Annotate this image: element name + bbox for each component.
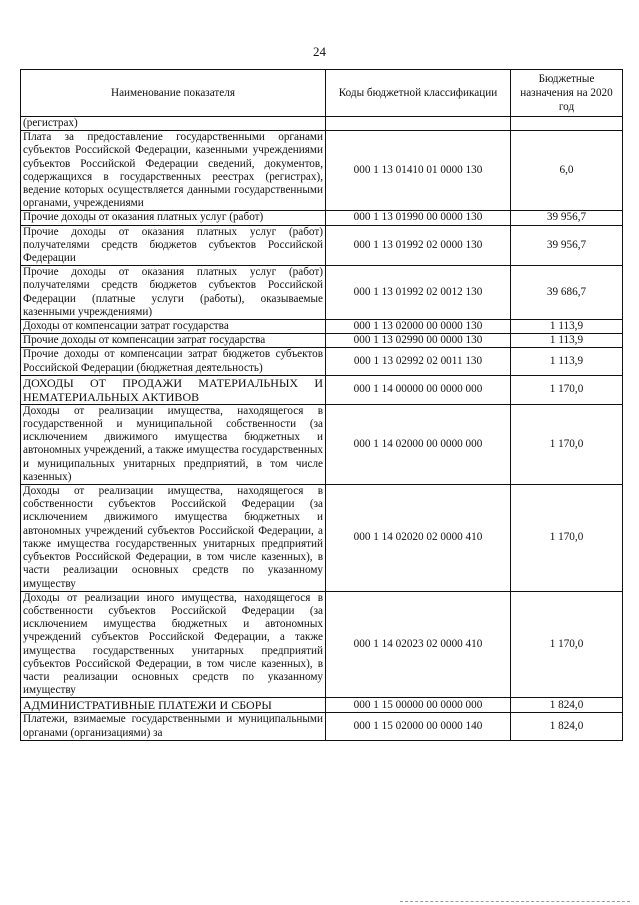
- row-amount: 1 170,0: [511, 591, 623, 698]
- row-code: 000 1 13 01992 02 0012 130: [326, 266, 511, 320]
- row-amount: 1 170,0: [511, 485, 623, 592]
- row-code: 000 1 14 02020 02 0000 410: [326, 485, 511, 592]
- row-amount: 39 686,7: [511, 266, 623, 320]
- row-amount: 1 170,0: [511, 375, 623, 404]
- table-row: [21, 320, 623, 334]
- row-name: Прочие доходы от компенсации затрат бюджетов субъектов Российской Федерации (бюджетная деятельность): [21, 348, 326, 375]
- table-row: [21, 131, 623, 211]
- budget-table: [20, 69, 623, 741]
- row-code: 000 1 13 02992 02 0011 130: [326, 348, 511, 375]
- row-name: Прочие доходы от оказания платных услуг (работ) получателями средств бюджетов субъектов Российской Федерации: [21, 225, 326, 266]
- row-code: 000 1 13 01990 00 0000 130: [326, 211, 511, 225]
- row-code: 000 1 13 01410 01 0000 130: [326, 131, 511, 211]
- row-name: Прочие доходы от компенсации затрат государства: [21, 334, 326, 348]
- scan-edge-divider: [400, 901, 630, 903]
- row-name: Прочие доходы от оказания платных услуг (работ): [21, 211, 326, 225]
- table-row: [21, 404, 623, 484]
- table-row: [21, 591, 623, 698]
- row-amount: 39 956,7: [511, 211, 623, 225]
- table-row: [21, 485, 623, 592]
- row-code: 000 1 13 02990 00 0000 130: [326, 334, 511, 348]
- row-code: 000 1 14 00000 00 0000 000: [326, 375, 511, 404]
- row-amount: 39 956,7: [511, 225, 623, 266]
- row-code: 000 1 15 02000 00 0000 140: [326, 713, 511, 740]
- row-name: Доходы от компенсации затрат государства: [21, 320, 326, 334]
- row-amount: 6,0: [511, 131, 623, 211]
- row-code: 000 1 15 00000 00 0000 000: [326, 698, 511, 713]
- page-number: 24: [313, 44, 326, 59]
- table-row: [21, 266, 623, 320]
- row-name: ДОХОДЫ ОТ ПРОДАЖИ МАТЕРИАЛЬНЫХ И НЕМАТЕРИАЛЬНЫХ АКТИВОВ: [21, 375, 326, 404]
- row-code: 000 1 13 02000 00 0000 130: [326, 320, 511, 334]
- row-name: Прочие доходы от оказания платных услуг (работ) получателями средств бюджетов субъектов Российской Федерации (платные услуги (работы), оказываемые казенными учреждениями): [21, 266, 326, 320]
- table-row: [21, 334, 623, 348]
- table-row: [21, 211, 623, 225]
- row-amount: 1 113,9: [511, 334, 623, 348]
- row-name: Доходы от реализации имущества, находящегося в собственности субъектов Российской Федерации (за исключением движимого имущества бюджетных и автономных учреждений субъектов Российской Федерации, а также имущества государственных унитарных предприятий субъектов Российской Федерации, в том числе казенных), в части реализации основных средств по указанному имуществу: [21, 485, 326, 592]
- row-amount: [511, 117, 623, 131]
- table-row: [21, 225, 623, 266]
- row-amount: 1 113,9: [511, 348, 623, 375]
- table-header-row: [21, 70, 623, 117]
- row-code: 000 1 13 01992 02 0000 130: [326, 225, 511, 266]
- row-amount: 1 113,9: [511, 320, 623, 334]
- row-name: (регистрах): [21, 117, 326, 131]
- table-row: [21, 348, 623, 375]
- table-row: [21, 698, 623, 713]
- table-row: [21, 117, 623, 131]
- header-amount: Бюджетные назначения на 2020 год: [511, 70, 623, 117]
- row-name: АДМИНИСТРАТИВНЫЕ ПЛАТЕЖИ И СБОРЫ: [21, 698, 326, 713]
- table-row: [21, 713, 623, 740]
- row-name: Доходы от реализации имущества, находящегося в государственной и муниципальной собственности (за исключением движимого имущества бюджетных и автономных учреждений, а также имущества государственных и муниципальных унитарных предприятий, в том числе казенных): [21, 404, 326, 484]
- header-name: Наименование показателя: [21, 70, 326, 117]
- row-amount: 1 824,0: [511, 713, 623, 740]
- header-code: Коды бюджетной классификации: [326, 70, 511, 117]
- row-amount: 1 170,0: [511, 404, 623, 484]
- row-code: 000 1 14 02000 00 0000 000: [326, 404, 511, 484]
- row-amount: 1 824,0: [511, 698, 623, 713]
- row-name: Доходы от реализации иного имущества, находящегося в собственности субъектов Российской Федерации (за исключением имущества бюджетных и автономных учреждений субъектов Российской Федерации, а также имущества государственных унитарных предприятий субъектов Российской Федерации, в том числе казенных), в части реализации основных средств по указанному имуществу: [21, 591, 326, 698]
- table-row: [21, 375, 623, 404]
- row-name: Платежи, взимаемые государственными и муниципальными органами (организациями) за: [21, 713, 326, 740]
- row-name: Плата за предоставление государственными органами субъектов Российской Федерации, казенными учреждениями субъектов Российской Федерации сведений, документов, содержащихся в государственных реестрах (регистрах), ведение которых осуществляется данными государственными органами, учреждениями: [21, 131, 326, 211]
- row-code: [326, 117, 511, 131]
- row-code: 000 1 14 02023 02 0000 410: [326, 591, 511, 698]
